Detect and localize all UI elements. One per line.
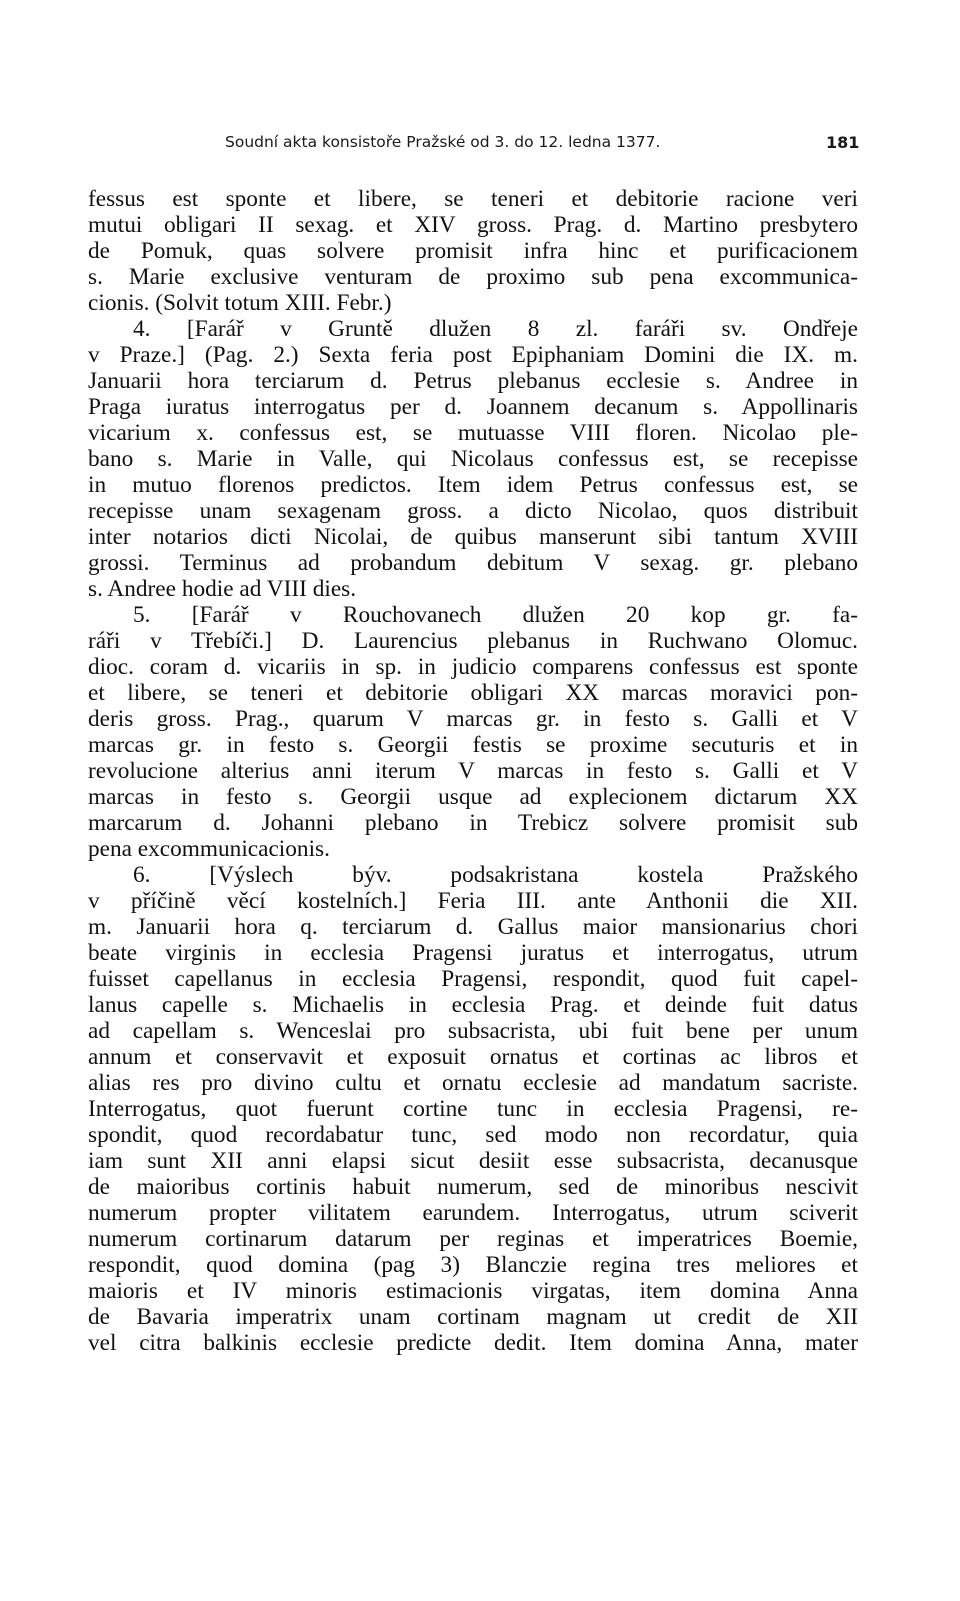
text-line: 6. [Výslech býv. podsakristana kostela Pražského (133, 862, 858, 888)
text-line: fessus est sponte et libere, se teneri et debitorie racione veri (88, 186, 858, 212)
text-line: 4. [Farář v Gruntě dlužen 8 zl. faráři sv. Ondřeje (133, 316, 858, 342)
text-line: in mutuo florenos predictos. Item idem Petrus confessus est, se (88, 472, 858, 498)
text-line: grossi. Terminus ad probandum debitum V sexag. gr. plebano (88, 550, 858, 576)
text-line: deris gross. Prag., quarum V marcas gr. in festo s. Galli et V (88, 706, 858, 732)
text-line: alias res pro divino cultu et ornatu ecclesie ad mandatum sacriste. (88, 1070, 858, 1096)
text-line: et libere, se teneri et debitorie obligari XX marcas moravici pon- (88, 680, 858, 706)
text-line: v Praze.] (Pag. 2.) Sexta feria post Epiphaniam Domini die IX. m. (88, 342, 858, 368)
text-line: inter notarios dicti Nicolai, de quibus manserunt sibi tantum XVIII (88, 524, 858, 550)
text-line: v příčině věcí kostelních.] Feria III. ante Anthonii die XII. (88, 888, 858, 914)
text-line: respondit, quod domina (pag 3) Blanczie regina tres meliores et (88, 1252, 858, 1278)
text-line: lanus capelle s. Michaelis in ecclesia Prag. et deinde fuit datus (88, 992, 858, 1018)
text-line: m. Januarii hora q. terciarum d. Gallus maior mansionarius chori (88, 914, 858, 940)
text-line: revolucione alterius anni iterum V marcas in festo s. Galli et V (88, 758, 858, 784)
text-line: ad capellam s. Wenceslai pro subsacrista, ubi fuit bene per unum (88, 1018, 858, 1044)
text-line: Interrogatus, quot fuerunt cortine tunc in ecclesia Pragensi, re- (88, 1096, 858, 1122)
body-text (88, 186, 858, 1356)
text-line: s. Marie exclusive venturam de proximo sub pena excommunica- (88, 264, 858, 290)
text-line: numerum propter vilitatem earundem. Interrogatus, utrum sciverit (88, 1200, 858, 1226)
text-line: dioc. coram d. vicariis in sp. in judicio comparens confessus est sponte (88, 654, 858, 680)
text-line: marcas in festo s. Georgii usque ad explecionem dictarum XX (88, 784, 858, 810)
text-line: de Pomuk, quas solvere promisit infra hinc et purificacionem (88, 238, 858, 264)
text-line: bano s. Marie in Valle, qui Nicolaus confessus est, se recepisse (88, 446, 858, 472)
text-line: marcarum d. Johanni plebano in Trebicz solvere promisit sub (88, 810, 858, 836)
text-line: marcas gr. in festo s. Georgii festis se proxime secuturis et in (88, 732, 858, 758)
running-header: Soudní akta konsistoře Pražské od 3. do 12. ledna 1377. (225, 133, 661, 151)
text-line: Praga iuratus interrogatus per d. Joannem decanum s. Appollinaris (88, 394, 858, 420)
text-line: beate virginis in ecclesia Pragensi juratus et interrogatus, utrum (88, 940, 858, 966)
text-line: Januarii hora terciarum d. Petrus plebanus ecclesie s. Andree in (88, 368, 858, 394)
page-number: 181 (826, 133, 860, 152)
text-line: recepisse unam sexagenam gross. a dicto Nicolao, quos distribuit (88, 498, 858, 524)
text-line: iam sunt XII anni elapsi sicut desiit esse subsacrista, decanusque (88, 1148, 858, 1174)
text-line: vel citra balkinis ecclesie predicte dedit. Item domina Anna, mater (88, 1330, 858, 1356)
text-line: spondit, quod recordabatur tunc, sed modo non recordatur, quia (88, 1122, 858, 1148)
text-line: fuisset capellanus in ecclesia Pragensi, respondit, quod fuit capel- (88, 966, 858, 992)
text-line: pena excommunicacionis. (88, 836, 330, 862)
text-line: maioris et IV minoris estimacionis virgatas, item domina Anna (88, 1278, 858, 1304)
text-line: cionis. (Solvit totum XIII. Febr.) (88, 290, 392, 316)
text-line: de maioribus cortinis habuit numerum, sed de minoribus nescivit (88, 1174, 858, 1200)
text-line: mutui obligari II sexag. et XIV gross. Prag. d. Martino presbytero (88, 212, 858, 238)
text-line: 5. [Farář v Rouchovanech dlužen 20 kop gr. fa- (133, 602, 858, 628)
text-line: annum et conservavit et exposuit ornatus et cortinas ac libros et (88, 1044, 858, 1070)
text-line: de Bavaria imperatrix unam cortinam magnam ut credit de XII (88, 1304, 858, 1330)
text-line: ráři v Třebíči.] D. Laurencius plebanus in Ruchwano Olomuc. (88, 628, 858, 654)
text-line: numerum cortinarum datarum per reginas et imperatrices Boemie, (88, 1226, 858, 1252)
text-line: s. Andree hodie ad VIII dies. (88, 576, 357, 602)
text-line: vicarium x. confessus est, se mutuasse VIII floren. Nicolao ple- (88, 420, 858, 446)
